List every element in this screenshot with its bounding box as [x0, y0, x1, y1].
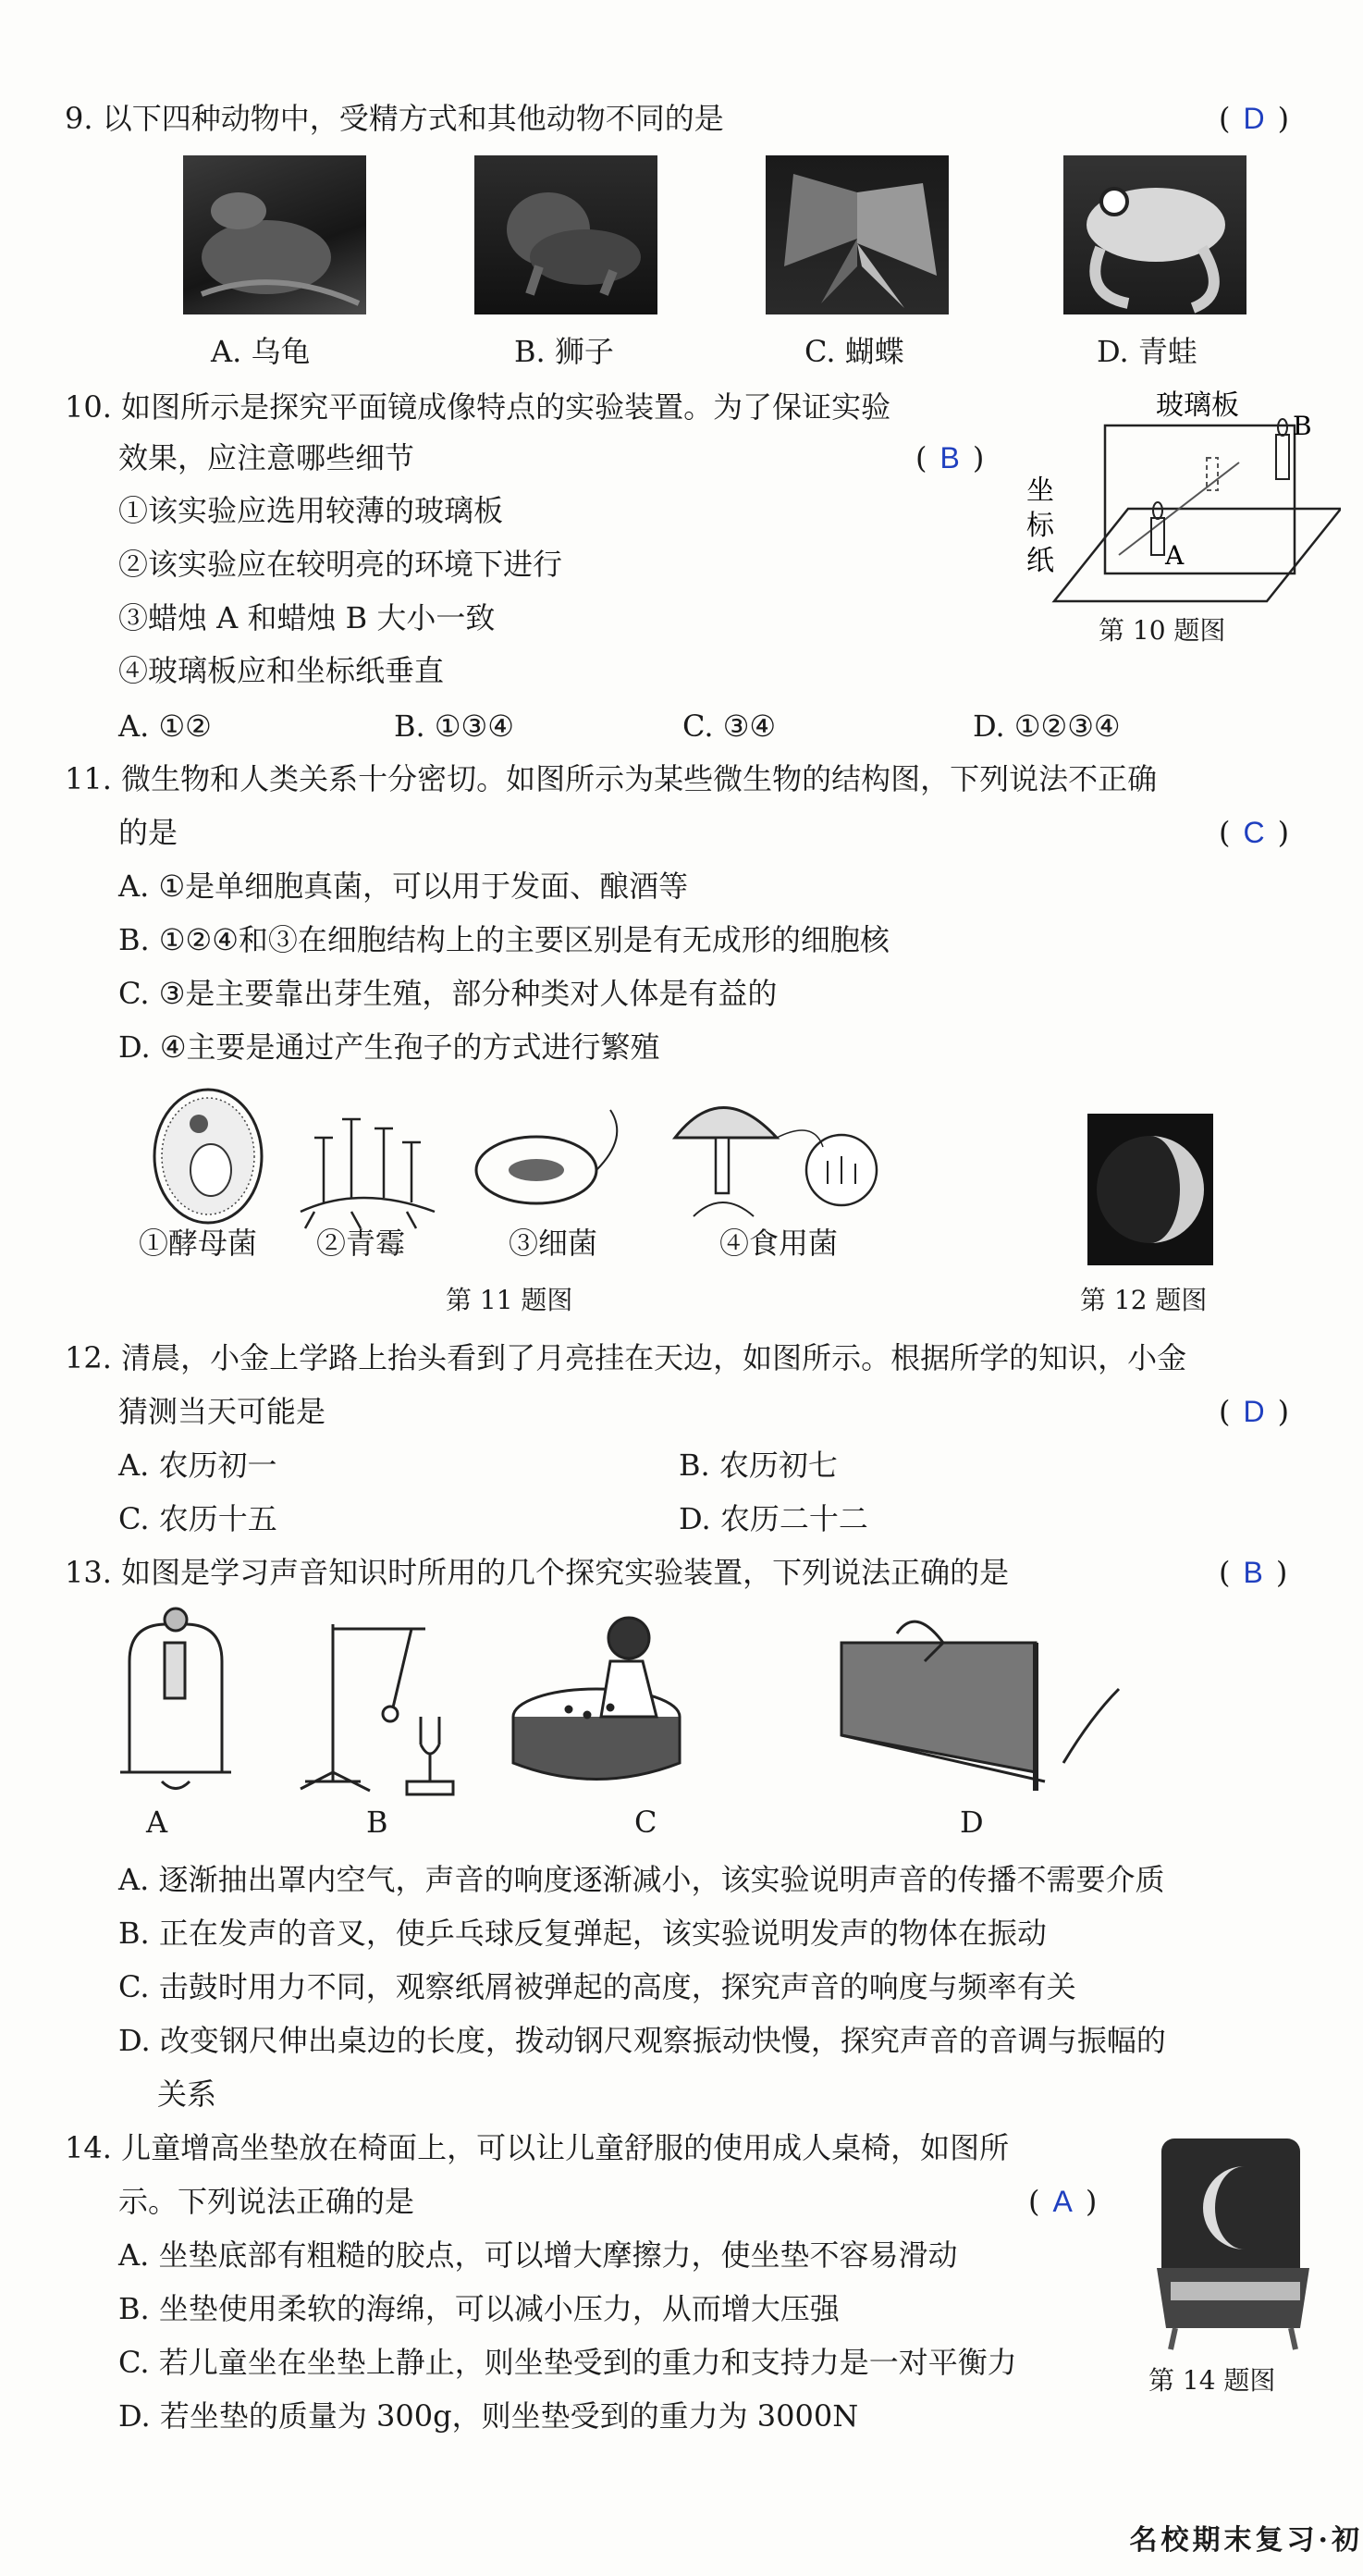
- q12-option-b: B. 农历初七: [679, 1448, 838, 1483]
- label-mushroom: ④食用菌: [719, 1226, 839, 1261]
- q10-item-2: ②该实验应在较明亮的环境下进行: [118, 547, 563, 582]
- label-c: C: [634, 1805, 657, 1840]
- label-bacterium: ③细菌: [509, 1226, 598, 1261]
- moon-photo: [1087, 1114, 1213, 1265]
- q12-option-c: C. 农历十五: [118, 1501, 277, 1536]
- lion-photo: [474, 155, 657, 314]
- tuning-fork-drawing: [301, 1624, 453, 1794]
- q10-stem-line2: 效果，应注意哪些细节: [118, 440, 415, 475]
- q10-caption: 第 10 题图: [1099, 615, 1226, 646]
- q14-answer: ( A ): [1028, 2184, 1098, 2219]
- q9-option-c: C. 蝴蝶: [804, 334, 904, 369]
- booster-cushion-photo: [1152, 2129, 1315, 2351]
- penicillium-drawing: [301, 1119, 435, 1228]
- q12-stem-line1: 12. 清晨，小金上学路上抬头看到了月亮挂在天边，如图所示。根据所学的知识，小金: [65, 1340, 1187, 1375]
- q9-option-a: A. 乌龟: [211, 334, 311, 369]
- q10-item-4: ④玻璃板应和坐标纸垂直: [118, 653, 445, 688]
- q11-answer: ( C ): [1219, 815, 1290, 850]
- q11-option-b: B. ①②④和③在细胞结构上的主要区别是有无成形的细胞核: [118, 922, 890, 957]
- mushroom-drawing: [675, 1108, 877, 1217]
- label-b: B: [1293, 411, 1312, 441]
- frog-photo: [1063, 155, 1246, 314]
- label-a: A: [146, 1805, 168, 1840]
- q14-option-a: A. 坐垫底部有粗糙的胶点，可以增大摩擦力，使坐垫不容易滑动: [118, 2237, 958, 2273]
- q13-stem: 13. 如图是学习声音知识时所用的几个探究实验装置，下列说法正确的是: [65, 1555, 1010, 1590]
- label-b: B: [366, 1805, 388, 1840]
- sound-experiments-figure: [111, 1606, 1147, 1800]
- q13-option-c: C. 击鼓时用力不同，观察纸屑被弹起的高度，探究声音的响度与频率有关: [118, 1969, 1076, 2004]
- q10-stem-line1: 10. 如图所示是探究平面镜成像特点的实验装置。为了保证实验: [65, 389, 891, 425]
- steel-ruler-drawing: [841, 1621, 1119, 1791]
- q9-option-d: D. 青蛙: [1097, 334, 1197, 369]
- yeast-drawing: [154, 1090, 262, 1223]
- label-glass: 玻璃板: [1156, 389, 1239, 422]
- q13-option-a: A. 逐渐抽出罩内空气，声音的响度逐渐减小，该实验说明声音的传播不需要介质: [118, 1862, 1165, 1897]
- bell-jar-drawing: [120, 1608, 231, 1789]
- page-footer: 名校期末复习·初: [1129, 2524, 1363, 2557]
- q13-answer: ( B ): [1219, 1555, 1288, 1590]
- q11-stem-line1: 11. 微生物和人类关系十分密切。如图所示为某些微生物的结构图，下列说法不正确: [65, 761, 1158, 796]
- q14-option-d: D. 若坐垫的质量为 300g，则坐垫受到的重力为 3000N: [118, 2398, 859, 2434]
- q10-item-1: ①该实验应选用较薄的玻璃板: [118, 493, 504, 528]
- q10-option-a: A. ①②: [118, 709, 212, 744]
- q11-option-d: D. ④主要是通过产生孢子的方式进行繁殖: [118, 1029, 660, 1065]
- q10-option-c: C. ③④: [682, 709, 777, 744]
- label-d: D: [960, 1805, 984, 1840]
- q9-stem: 9. 以下四种动物中，受精方式和其他动物不同的是: [65, 101, 724, 136]
- q9-option-b: B. 狮子: [514, 334, 614, 369]
- q11-option-a: A. ①是单细胞真菌，可以用于发面、酿酒等: [118, 869, 689, 904]
- q10-option-d: D. ①②③④: [973, 709, 1121, 744]
- q14-stem-line2: 示。下列说法正确的是: [118, 2184, 415, 2219]
- q9-answer: ( D ): [1219, 101, 1290, 136]
- q10-item-3: ③蜡烛 A 和蜡烛 B 大小一致: [118, 600, 496, 635]
- q12-answer: ( D ): [1219, 1394, 1290, 1429]
- q10-option-b: B. ①③④: [394, 709, 514, 744]
- q11-option-c: C. ③是主要靠出芽生殖，部分种类对人体是有益的: [118, 976, 778, 1011]
- turtle-photo: [183, 155, 366, 314]
- q14-stem-line1: 14. 儿童增高坐垫放在椅面上，可以让儿童舒服的使用成人桌椅，如图所: [65, 2130, 1010, 2165]
- label-paper-2: 标: [1026, 510, 1054, 542]
- label-yeast: ①酵母菌: [139, 1226, 258, 1261]
- q14-option-c: C. 若儿童坐在坐垫上静止，则坐垫受到的重力和支持力是一对平衡力: [118, 2345, 1017, 2380]
- drum-drawing: [513, 1618, 680, 1780]
- q11-stem-line2: 的是: [118, 815, 178, 850]
- q13-option-d-cont: 关系: [157, 2077, 217, 2112]
- butterfly-photo: [766, 155, 949, 314]
- q12-caption: 第 12 题图: [1080, 1285, 1208, 1315]
- q12-option-a: A. 农历初一: [118, 1448, 277, 1483]
- q10-answer: ( B ): [915, 440, 985, 475]
- q14-option-b: B. 坐垫使用柔软的海绵，可以减小压力，从而增大压强: [118, 2291, 840, 2326]
- bacterium-drawing: [476, 1110, 617, 1203]
- q13-option-d: D. 改变钢尺伸出桌边的长度，拨动钢尺观察振动快慢，探究声音的音调与振幅的: [118, 2023, 1166, 2058]
- q14-caption: 第 14 题图: [1148, 2365, 1276, 2396]
- microbes-figure: [129, 1082, 888, 1230]
- label-penicillium: ②青霉: [316, 1226, 406, 1261]
- q12-option-d: D. 农历二十二: [679, 1501, 868, 1536]
- label-paper-1: 坐: [1026, 475, 1054, 507]
- label-a: A: [1165, 540, 1185, 571]
- label-paper-3: 纸: [1026, 545, 1054, 577]
- q12-stem-line2: 猜测当天可能是: [118, 1394, 326, 1429]
- q13-option-b: B. 正在发声的音叉，使乒乓球反复弹起，该实验说明发声的物体在振动: [118, 1916, 1047, 1951]
- q11-caption: 第 11 题图: [446, 1285, 573, 1315]
